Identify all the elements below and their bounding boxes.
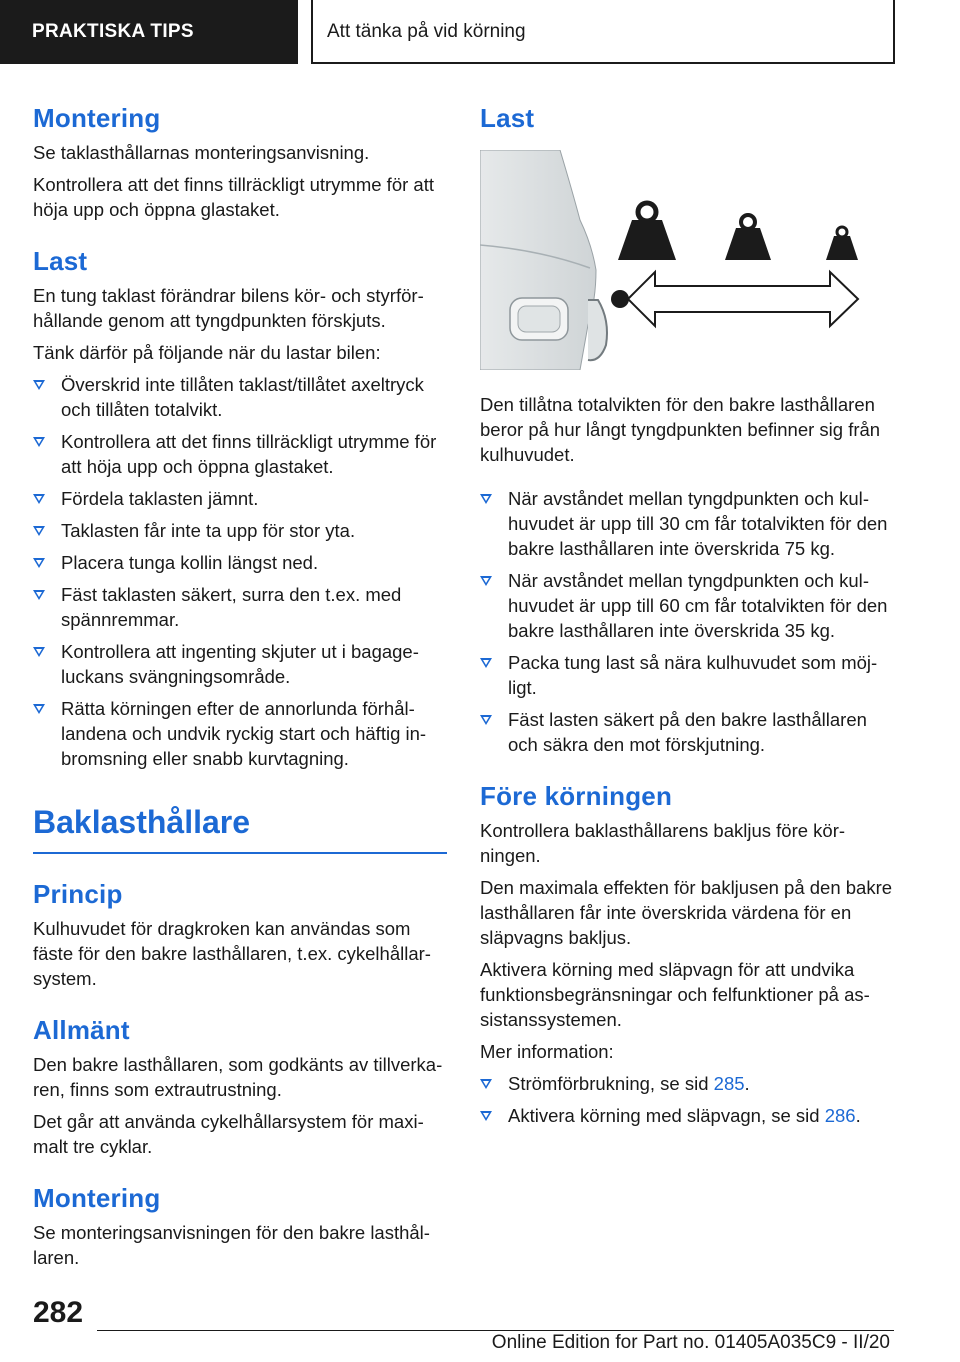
heading-last: Last (33, 246, 88, 276)
heading-last: Last (480, 103, 535, 133)
paragraph: En tung taklast förändrar bilens kör- och styrförhållande genom att tyngdpunkten förskjuts. (33, 285, 424, 331)
list-last-roof (33, 372, 447, 771)
list-item: Fäst lasten säkert på den bakre lasthållaren och säkra den mot förskjutning. (480, 707, 898, 757)
list-more-info (480, 1071, 898, 1128)
rear-carrier-load-illustration (480, 150, 898, 370)
paragraph: Kontrollera baklasthållarens bakljus före körningen. (480, 820, 846, 866)
page-link-286[interactable]: 286 (824, 1105, 856, 1126)
triangle-bullet-icon (33, 494, 45, 504)
triangle-bullet-icon (480, 658, 492, 668)
list-item: När avståndet mellan tyngdpunkten och kulhuvudet är upp till 60 cm får totalvikten för den bakre lasthållaren inte överskrida 35 kg. (480, 568, 898, 643)
triangle-bullet-icon (33, 558, 45, 568)
triangle-bullet-icon (480, 576, 492, 586)
triangle-bullet-icon (480, 1111, 492, 1121)
chapter-title: Att tänka på vid körning (311, 0, 895, 64)
triangle-bullet-icon (33, 437, 45, 447)
list-item: Överskrid inte tillåten taklast/tillåtet axeltryck och tillåten totalvikt. (33, 372, 447, 422)
weight-large-icon (618, 203, 676, 260)
paragraph: Tänk därför på följande när du lastar bilen: (33, 342, 381, 363)
triangle-bullet-icon (33, 647, 45, 657)
page-header (0, 0, 960, 66)
paragraph: Den bakre lasthållaren, som godkänts av tillverkaren, finns som extrautrustning. (33, 1054, 443, 1100)
right-column (480, 100, 898, 1135)
triangle-bullet-icon (480, 1079, 492, 1089)
heading-baklasthallare: Baklasthållare (33, 800, 447, 854)
list-item: Packa tung last så nära kulhuvudet som möjligt. (480, 650, 898, 700)
paragraph: Den tillåtna totalvikten för den bakre lasthållaren beror på hur långt tyngdpunkten befinner sig från kulhuvudet. (480, 394, 881, 465)
triangle-bullet-icon (33, 590, 45, 600)
footer-divider (97, 1330, 894, 1331)
paragraph: Det går att använda cykelhållarsystem för maximalt tre cyklar. (33, 1111, 424, 1157)
list-item: Fördela taklasten jämnt. (33, 486, 447, 511)
paragraph: Kontrollera att det finns tillräckligt utrymme för att höja upp och öppna glastaket. (33, 174, 434, 220)
list-item: När avståndet mellan tyngdpunkten och kulhuvudet är upp till 30 cm får totalvikten för den bakre lasthållaren inte överskrida 75 kg. (480, 486, 898, 561)
paragraph: Den maximala effekten för bakljusen på den bakre lasthållaren får inte överskrida värdena för en släpvagns bakljus. (480, 877, 893, 948)
tow-hook-shape (588, 300, 607, 360)
paragraph: Se monteringsanvisningen för den bakre lasthållaren. (33, 1222, 430, 1268)
list-item: Rätta körningen efter de annorlunda förhållandena och undvik ryckig start och häftig inbromsning eller snabb kurvtagning. (33, 696, 447, 771)
list-item: Placera tunga kollin längst ned. (33, 550, 447, 575)
triangle-bullet-icon (33, 704, 45, 714)
list-item: Strömförbrukning, se sid 285. (480, 1071, 898, 1096)
page-link-285[interactable]: 285 (713, 1073, 745, 1094)
heading-montering: Montering (33, 103, 161, 133)
list-last-rear (480, 486, 898, 757)
paragraph: Aktivera körning med släpvagn för att undvika funktionsbegränsningar och felfunktioner på assistanssystemen. (480, 959, 870, 1030)
triangle-bullet-icon (480, 715, 492, 725)
paragraph: Mer information: (480, 1041, 614, 1062)
paragraph: Kulhuvudet för dragkroken kan användas som fäste för den bakre lasthållaren, t.ex. cykelhållarsystem. (33, 918, 431, 989)
heading-montering: Montering (33, 1183, 161, 1213)
weight-small-icon (826, 227, 858, 260)
ball-head-shape (611, 290, 629, 308)
edition-text: Online Edition for Part no. 01405A035C9 - II/20 (491, 1332, 890, 1353)
heading-princip: Princip (33, 879, 123, 909)
section-tab: PRAKTISKA TIPS (0, 0, 298, 64)
page-number: 282 (33, 1296, 84, 1329)
double-arrow-shape (628, 272, 858, 326)
list-item: Fäst taklasten säkert, surra den t.ex. med spännremmar. (33, 582, 447, 632)
heading-allmant: Allmänt (33, 1015, 130, 1045)
list-item: Kontrollera att det finns tillräckligt utrymme för att höja upp och öppna glastaket. (33, 429, 447, 479)
triangle-bullet-icon (480, 494, 492, 504)
weight-medium-icon (725, 215, 771, 260)
triangle-bullet-icon (33, 526, 45, 536)
list-item: Taklasten får inte ta upp för stor yta. (33, 518, 447, 543)
list-item: Aktivera körning med släpvagn, se sid 286. (480, 1103, 898, 1128)
triangle-bullet-icon (33, 380, 45, 390)
paragraph: Se taklasthållarnas monteringsanvisning. (33, 142, 370, 163)
list-item: Kontrollera att ingenting skjuter ut i bagageluckans svängningsområde. (33, 639, 447, 689)
left-column (33, 100, 447, 1277)
heading-fore-korningen: Före körningen (480, 781, 673, 811)
